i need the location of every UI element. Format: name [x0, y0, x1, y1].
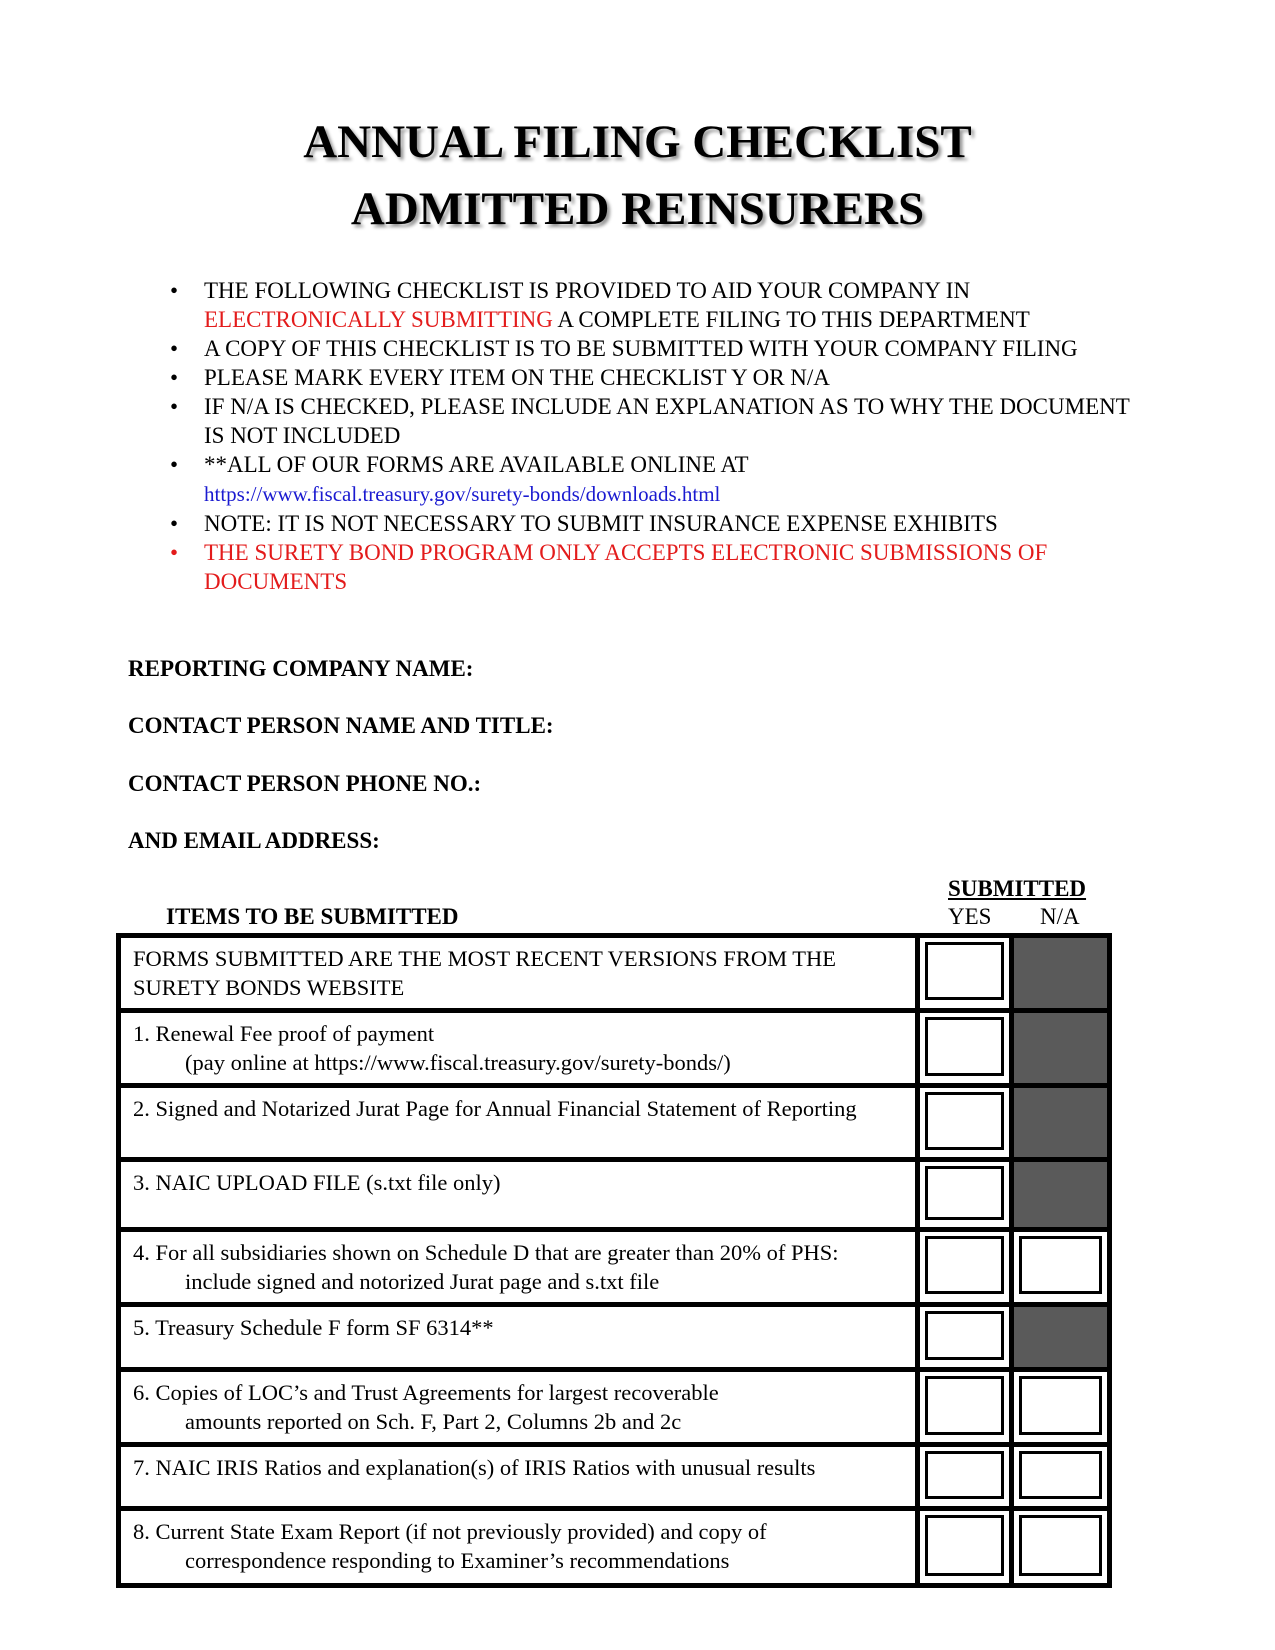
bullet: • PLEASE MARK EVERY ITEM ON THE CHECKLIST Y OR N/A — [170, 363, 1130, 392]
item-subtext: amounts reported on Sch. F, Part 2, Columns 2b and 2c — [185, 1409, 682, 1434]
yes-checkbox[interactable] — [925, 1311, 1004, 1360]
item-subtext: (pay online at https://www.fiscal.treasury.gov/surety-bonds/) — [185, 1050, 731, 1075]
table-row — [119, 1305, 1110, 1370]
item-subtext: correspondence responding to Examiner’s recommendations — [185, 1548, 730, 1573]
na-checkbox[interactable] — [1019, 1376, 1102, 1435]
item-cell — [119, 1086, 918, 1160]
yes-checkbox[interactable] — [925, 1236, 1004, 1294]
na-checkbox[interactable] — [1019, 1515, 1102, 1576]
bullet-text: **ALL OF OUR FORMS ARE AVAILABLE ONLINE AT — [204, 452, 749, 477]
yes-cell — [918, 1086, 1012, 1160]
table-row — [119, 1160, 1110, 1230]
item-text: 8. Current State Exam Report (if not previously provided) and copy of — [133, 1519, 767, 1544]
item-cell — [119, 936, 918, 1011]
yes-checkbox[interactable] — [925, 1451, 1004, 1499]
bullet: • NOTE: IT IS NOT NECESSARY TO SUBMIT INSURANCE EXPENSE EXHIBITS — [170, 509, 1130, 538]
yes-cell — [918, 936, 1012, 1011]
item-cell — [119, 1370, 918, 1445]
bullet — [170, 276, 1130, 334]
item-cell — [119, 1445, 918, 1509]
page-title: ANNUAL FILING CHECKLIST — [303, 116, 972, 168]
bullet: • IF N/A IS CHECKED, PLEASE INCLUDE AN EXPLANATION AS TO WHY THE DOCUMENT IS NOT INCLUDED — [170, 392, 1130, 450]
na-cell — [1012, 1370, 1110, 1445]
yes-cell — [918, 1011, 1012, 1086]
table-row — [119, 1086, 1110, 1160]
item-cell — [119, 1509, 918, 1586]
na-cell — [1012, 1509, 1110, 1586]
na-checkbox[interactable] — [1019, 1451, 1102, 1499]
table-row — [119, 1230, 1110, 1305]
na-header: N/A — [1040, 904, 1080, 929]
yes-cell — [918, 1370, 1012, 1445]
item-text: 7. NAIC IRIS Ratios and explanation(s) of IRIS Ratios with unusual results — [133, 1455, 816, 1480]
table-row — [119, 1509, 1110, 1586]
na-cell — [1012, 1230, 1110, 1305]
item-cell — [119, 1305, 918, 1370]
item-subtext: SURETY BONDS WEBSITE — [133, 975, 405, 1000]
item-text: FORMS SUBMITTED ARE THE MOST RECENT VERSIONS FROM THE — [133, 946, 837, 971]
na-cell — [1012, 1160, 1110, 1230]
item-text: 2. Signed and Notarized Jurat Page for Annual Financial Statement of Reporting — [133, 1096, 857, 1121]
items-header: ITEMS TO BE SUBMITTED — [166, 904, 459, 929]
bullet: • THE SURETY BOND PROGRAM ONLY ACCEPTS ELECTRONIC SUBMISSIONS OF DOCUMENTS — [170, 538, 1130, 596]
yes-checkbox[interactable] — [925, 1515, 1004, 1576]
item-cell — [119, 1230, 918, 1305]
forms-link[interactable]: https://www.fiscal.treasury.gov/surety-bonds/downloads.html — [204, 482, 721, 506]
na-checkbox[interactable] — [1019, 1236, 1102, 1294]
bullet-red-text: ELECTRONICALLY SUBMITTING — [204, 307, 553, 332]
contact-name-label: CONTACT PERSON NAME AND TITLE: — [128, 713, 554, 738]
item-text: 4. For all subsidiaries shown on Schedule D that are greater than 20% of PHS: — [133, 1240, 839, 1265]
checklist-table — [116, 933, 1112, 1588]
yes-checkbox[interactable] — [925, 1166, 1004, 1220]
yes-checkbox[interactable] — [925, 1092, 1004, 1150]
na-cell — [1012, 1445, 1110, 1509]
phone-label: CONTACT PERSON PHONE NO.: — [128, 771, 482, 796]
page-subtitle: ADMITTED REINSURERS — [350, 183, 925, 235]
email-label: AND EMAIL ADDRESS: — [128, 828, 380, 853]
na-cell — [1012, 1086, 1110, 1160]
bullet: • A COPY OF THIS CHECKLIST IS TO BE SUBMITTED WITH YOUR COMPANY FILING — [170, 334, 1130, 363]
yes-checkbox[interactable] — [925, 942, 1004, 1000]
instructions-list — [170, 276, 1130, 596]
yes-cell — [918, 1445, 1012, 1509]
item-text: 5. Treasury Schedule F form SF 6314** — [133, 1315, 494, 1340]
item-text: 3. NAIC UPLOAD FILE (s.txt file only) — [133, 1170, 501, 1195]
na-cell — [1012, 1305, 1110, 1370]
bullet — [170, 450, 1130, 509]
company-name-label: REPORTING COMPANY NAME: — [128, 656, 474, 681]
table-row — [119, 1370, 1110, 1445]
bullet-text: A COMPLETE FILING TO THIS DEPARTMENT — [552, 307, 1030, 332]
table-row — [119, 1011, 1110, 1086]
yes-header: YES — [948, 904, 992, 929]
na-cell — [1012, 1011, 1110, 1086]
yes-cell — [918, 1230, 1012, 1305]
yes-cell — [918, 1160, 1012, 1230]
yes-checkbox[interactable] — [925, 1376, 1004, 1435]
yes-cell — [918, 1509, 1012, 1586]
item-text: 6. Copies of LOC’s and Trust Agreements for largest recoverable — [133, 1380, 719, 1405]
table-row — [119, 1445, 1110, 1509]
yes-cell — [918, 1305, 1012, 1370]
table-row — [119, 936, 1110, 1011]
na-cell — [1012, 936, 1110, 1011]
item-text: 1. Renewal Fee proof of payment — [133, 1021, 435, 1046]
item-cell — [119, 1011, 918, 1086]
item-subtext: include signed and notorized Jurat page and s.txt file — [185, 1269, 660, 1294]
bullet-text: THE FOLLOWING CHECKLIST IS PROVIDED TO AID YOUR COMPANY IN — [204, 278, 971, 303]
submitted-header: SUBMITTED — [948, 876, 1087, 901]
item-cell — [119, 1160, 918, 1230]
yes-checkbox[interactable] — [925, 1017, 1004, 1076]
